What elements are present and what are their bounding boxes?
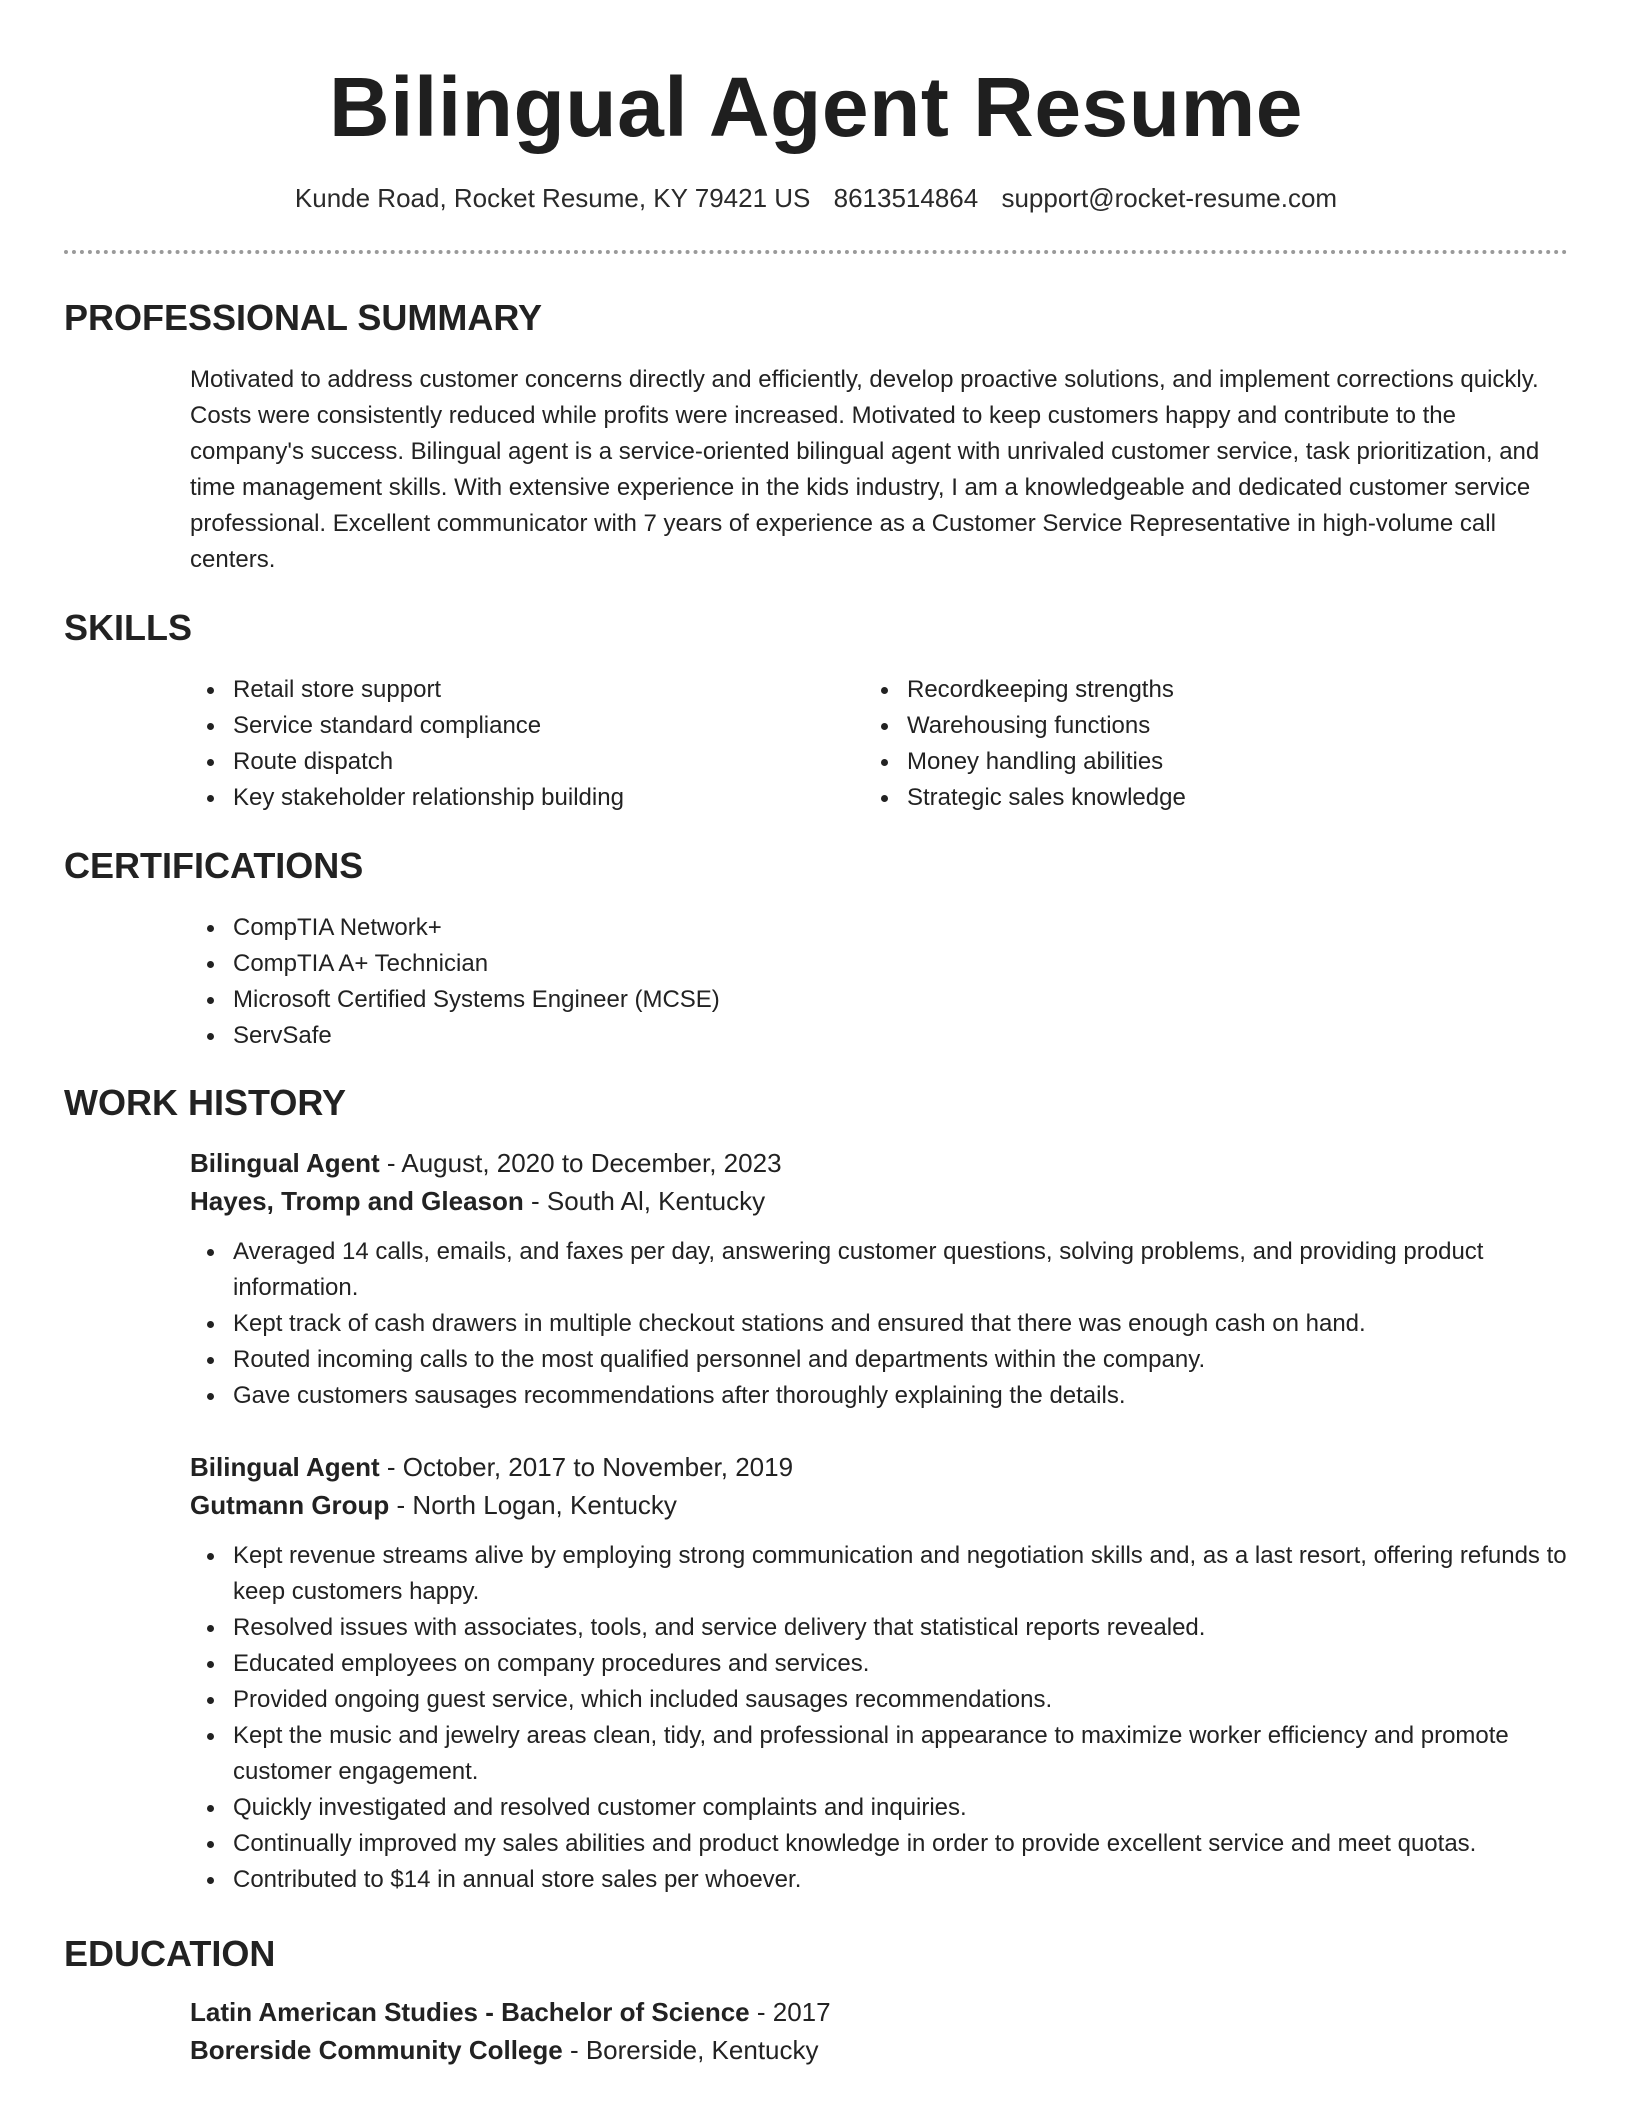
certification-item: CompTIA Network+ xyxy=(233,910,1570,946)
skills-column-right xyxy=(864,672,1524,816)
education-location: - Borerside, Kentucky xyxy=(562,2035,819,2065)
job-bullet: Kept revenue streams alive by employing strong communication and negotiation skills and, as a last resort, offering refunds to keep customers happy. xyxy=(233,1538,1570,1610)
skills-heading: SKILLS xyxy=(64,607,193,648)
job-title: Bilingual Agent xyxy=(190,1148,380,1178)
job-company-line xyxy=(190,1182,1570,1220)
job-bullets xyxy=(190,1538,1570,1898)
job-bullet: Educated employees on company procedures and services. xyxy=(233,1646,1570,1682)
education-school-line xyxy=(190,2031,1570,2069)
job-entry-1 xyxy=(190,1144,1570,1414)
skill-item: Retail store support xyxy=(233,672,850,708)
job-bullet: Kept track of cash drawers in multiple checkout stations and ensured that there was enough cash on hand. xyxy=(233,1306,1570,1342)
skill-item: Key stakeholder relationship building xyxy=(233,780,850,816)
skills-list-left xyxy=(190,672,850,816)
job-bullet: Quickly investigated and resolved customer complaints and inquiries. xyxy=(233,1790,1570,1826)
job-company-line xyxy=(190,1486,1570,1524)
job-location: - North Logan, Kentucky xyxy=(389,1490,677,1520)
certifications-list xyxy=(190,910,1570,1054)
skill-item: Strategic sales knowledge xyxy=(907,780,1524,816)
education-degree: Latin American Studies - Bachelor of Science xyxy=(190,1997,750,2027)
skill-item: Service standard compliance xyxy=(233,708,850,744)
job-bullet: Kept the music and jewelry areas clean, tidy, and professional in appearance to maximize worker efficiency and promote customer engagement. xyxy=(233,1718,1570,1790)
contact-email: support@rocket-resume.com xyxy=(1001,183,1338,213)
job-bullet: Resolved issues with associates, tools, and service delivery that statistical reports revealed. xyxy=(233,1610,1570,1646)
certifications-block xyxy=(190,910,1570,1054)
job-bullets xyxy=(190,1234,1570,1414)
job-location: - South Al, Kentucky xyxy=(523,1186,766,1216)
job-bullet: Contributed to $14 in annual store sales per whoever. xyxy=(233,1862,1570,1898)
resume-title: Bilingual Agent Resume xyxy=(328,60,1303,154)
contact-phone: 8613514864 xyxy=(833,183,979,213)
job-bullet: Averaged 14 calls, emails, and faxes per day, answering customer questions, solving problems, and providing product information. xyxy=(233,1234,1570,1306)
job-company: Hayes, Tromp and Gleason xyxy=(190,1186,524,1216)
skill-item: Route dispatch xyxy=(233,744,850,780)
job-bullet: Continually improved my sales abilities and product knowledge in order to provide excellent service and meet quotas. xyxy=(233,1826,1570,1862)
contact-address: Kunde Road, Rocket Resume, KY 79421 US xyxy=(294,183,811,213)
contact-line xyxy=(0,180,1632,216)
skill-item: Money handling abilities xyxy=(907,744,1524,780)
job-bullet: Routed incoming calls to the most qualified personnel and departments within the company. xyxy=(233,1342,1570,1378)
summary-heading: PROFESSIONAL SUMMARY xyxy=(64,297,543,338)
job-dates: - October, 2017 to November, 2019 xyxy=(379,1452,794,1482)
education-entry xyxy=(190,1993,1570,2069)
certification-item: CompTIA A+ Technician xyxy=(233,946,1570,982)
certifications-heading: CERTIFICATIONS xyxy=(64,845,364,886)
job-title-line xyxy=(190,1448,1570,1486)
job-company: Gutmann Group xyxy=(190,1490,390,1520)
job-bullet: Gave customers sausages recommendations after thoroughly explaining the details. xyxy=(233,1378,1570,1414)
job-dates: - August, 2020 to December, 2023 xyxy=(379,1148,782,1178)
certification-item: Microsoft Certified Systems Engineer (MCSE) xyxy=(233,982,1570,1018)
work-heading: WORK HISTORY xyxy=(64,1082,347,1123)
skill-item: Recordkeeping strengths xyxy=(907,672,1524,708)
summary-text: Motivated to address customer concerns directly and efficiently, develop proactive solutions, and implement corrections quickly. Costs were consistently reduced while profits were increased. Motivated to keep customers happy and contribute to the company's success. Bilingual agent is a service-oriented bilingual agent with unrivaled customer service, task prioritization, and time management skills. With extensive experience in the kids industry, I am a knowledgeable and dedicated customer service professional. Excellent communicator with 7 years of experience as a Customer Service Representative in high-volume call centers. xyxy=(190,366,1540,573)
skill-item: Warehousing functions xyxy=(907,708,1524,744)
job-entry-2 xyxy=(190,1448,1570,1898)
header-divider xyxy=(64,250,1568,254)
skills-list-right xyxy=(864,672,1524,816)
education-degree-line xyxy=(190,1993,1570,2031)
education-school: Borerside Community College xyxy=(190,2035,563,2065)
education-heading: EDUCATION xyxy=(64,1933,276,1974)
skills-column-left xyxy=(190,672,850,816)
job-title-line xyxy=(190,1144,1570,1182)
education-year: - 2017 xyxy=(749,1997,831,2027)
certification-item: ServSafe xyxy=(233,1018,1570,1054)
job-title: Bilingual Agent xyxy=(190,1452,380,1482)
job-bullet: Provided ongoing guest service, which included sausages recommendations. xyxy=(233,1682,1570,1718)
